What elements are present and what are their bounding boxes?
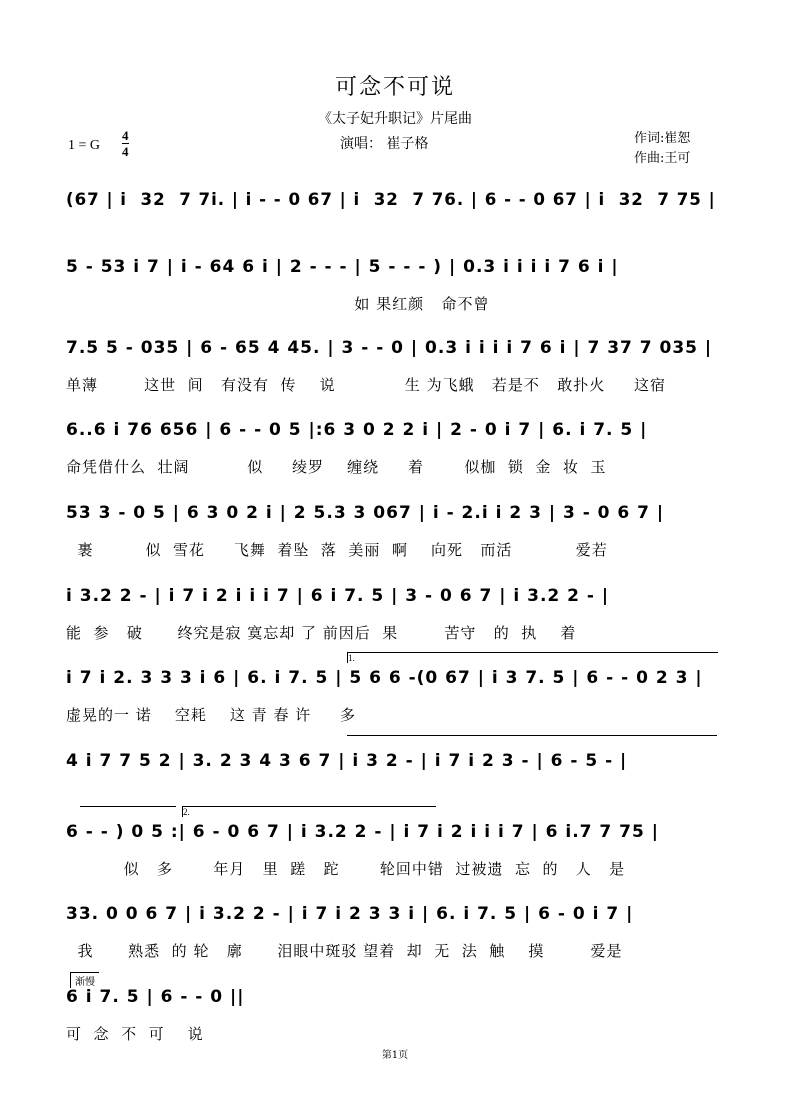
volta-1: 1. (347, 652, 718, 663)
notation-line: 4 i 7 7 5 2 | 3. 2 3 4 3 6 7 | i 3 2 - | i 7 i 2 3 - | 6 - 5 - | (66, 751, 628, 771)
lyric-line: 裹 似 雪花 飞舞 着坠 落 美丽 啊 向死 而活 爱若 (66, 541, 608, 559)
notation-line: 7.5 5 - 035 | 6 - 65 4 45. | 3 - - 0 | 0.3 i i i i 7 6 i | 7 37 7 035 | (66, 338, 713, 358)
lyric-line: 能 参 破 终究是寂 寞忘却 了 前因后 果 苦守 的 执 着 (66, 624, 577, 642)
time-signature-bottom: 4 (122, 144, 129, 159)
composer-credit: 作曲:王可 (634, 151, 691, 166)
notation-line: i 7 i 2. 3 3 3 i 6 | 6. i 7. 5 | 5 6 6 -(0 67 | i 3 7. 5 | 6 - - 0 2 3 | (66, 668, 703, 688)
lyric-line: 似 多 年月 里 蹉 跎 轮回中错 过被遗 忘 的 人 是 (66, 860, 626, 878)
lyric-line: 如 果红颜 命不曾 (66, 295, 490, 313)
lyric-line: 我 熟悉 的 轮 廓 泪眼中斑驳 望着 却 无 法 触 摸 爱是 (66, 942, 623, 960)
volta-1-end (80, 806, 176, 807)
notation-line: 5 - 53 i 7 | i - 64 6 i | 2 - - - | 5 - - - ) | 0.3 i i i i 7 6 i | (66, 257, 619, 277)
song-subtitle: 《太子妃升职记》片尾曲 (318, 111, 472, 127)
key-signature: 1 = G (68, 138, 101, 153)
notation-line: (67 | i 32 7 7i. | i - - 0 67 | i 32 7 76. | 6 - - 0 67 | i 32 7 75 | (66, 190, 716, 210)
volta-2: 2. (182, 806, 436, 817)
tempo-marking: 渐慢 (70, 972, 99, 988)
lyric-line: 单薄 这世 间 有没有 传 说 生 为飞蛾 若是不 敢扑火 这宿 (66, 376, 667, 394)
time-signature (122, 128, 129, 159)
lyric-line: 命凭借什么 壮阔 似 绫罗 缠绕 着 似枷 锁 金 妆 玉 (66, 458, 607, 476)
notation-line: 6 - - ) 0 5 :| 6 - 0 6 7 | i 3.2 2 - | i 7 i 2 i i i 7 | 6 i.7 7 75 | (66, 822, 659, 842)
volta-1-continuation (347, 735, 717, 736)
lyricist-credit: 作词:崔恕 (634, 131, 691, 146)
notation-line: 6..6 i 76 656 | 6 - - 0 5 |:6 3 0 2 2 i | 2 - 0 i 7 | 6. i 7. 5 | (66, 420, 648, 440)
notation-line: 6 i 7. 5 | 6 - - 0 || (66, 987, 245, 1007)
notation-line: 53 3 - 0 5 | 6 3 0 2 i | 2 5.3 3 067 | i - 2.i i 2 3 | 3 - 0 6 7 | (66, 503, 665, 523)
time-signature-top: 4 (122, 128, 129, 143)
singer-credit: 演唱： 崔子格 (340, 136, 429, 152)
lyric-line: 可 念 不 可 说 (66, 1025, 204, 1043)
lyric-line: 虚晃的一 诺 空耗 这 青 春 许 多 (66, 706, 357, 724)
song-title: 可念不可说 (334, 75, 455, 100)
notation-line: 33. 0 0 6 7 | i 3.2 2 - | i 7 i 2 3 3 i | 6. i 7. 5 | 6 - 0 i 7 | (66, 904, 634, 924)
page-number: 第1页 (381, 1050, 409, 1061)
notation-line: i 3.2 2 - | i 7 i 2 i i i 7 | 6 i 7. 5 | 3 - 0 6 7 | i 3.2 2 - | (66, 586, 610, 606)
